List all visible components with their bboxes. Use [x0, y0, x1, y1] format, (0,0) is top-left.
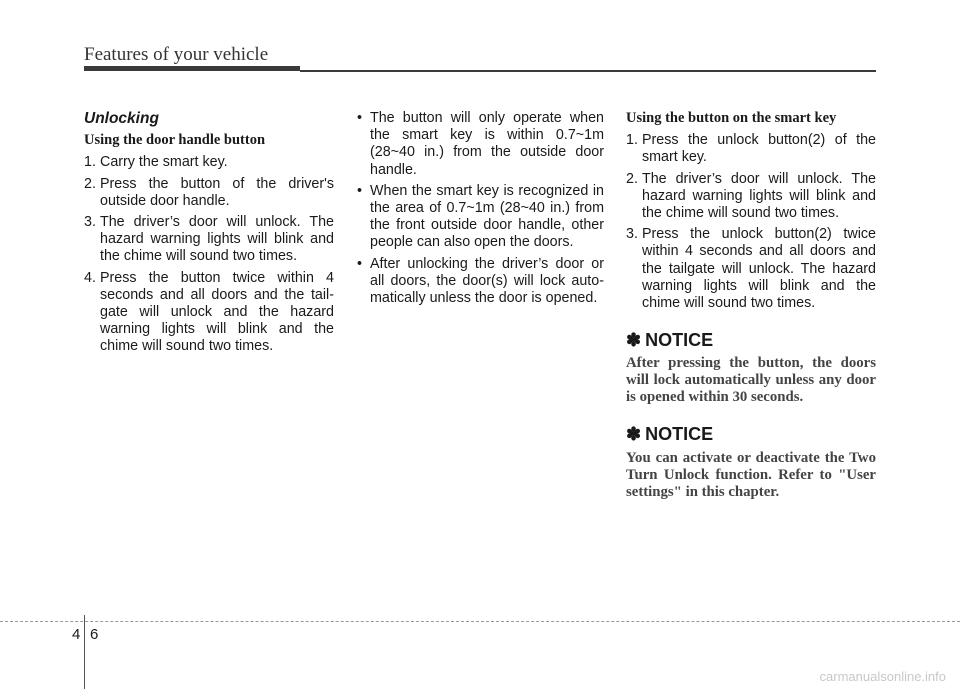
bullet-list — [354, 110, 604, 307]
list-item — [354, 256, 604, 308]
watermark: carmanualsonline.info — [819, 669, 946, 684]
bullet-icon: • — [357, 110, 363, 126]
step-number: 1. — [626, 132, 638, 149]
notice-text: After pressing the button, the doors will lock automatically unless any door is opened within 30 seconds. — [626, 355, 876, 406]
step-text: Press the unlock button(2) twice within 4 seconds and all doors and the tailgate will unlock. The hazard warning lights will blink and the chime will sound two times. — [642, 226, 876, 312]
section-heading-unlocking: Unlocking — [84, 110, 159, 127]
step-text: The driver’s door will unlock. The hazard warning lights will blink and the chime will sound two times. — [642, 170, 876, 222]
bullet-text: When the smart key is recognized in the area of 0.7~1m (28~40 in.) from the front outside door handle, other people can also open the doors. — [370, 182, 604, 251]
list-item — [354, 183, 604, 252]
list-item — [84, 270, 334, 356]
footer-dashed-rule — [0, 621, 960, 622]
step-text: Press the unlock button(2) of the smart key. — [642, 132, 876, 166]
step-text: The driver’s door will unlock. The hazard warning lights will blink and the chime will sound two times. — [100, 214, 334, 265]
steps-list-door-handle — [84, 154, 334, 355]
header-rule-thin — [300, 70, 876, 72]
subheading-smart-key-button: Using the button on the smart key — [626, 110, 837, 126]
bullet-icon: • — [357, 255, 363, 272]
steps-list-smart-key — [626, 132, 876, 312]
step-text: Press the button twice within 4 seconds and all doors and the tail-gate will unlock and the hazard warning lights will blink and the chime will sound two times. — [100, 269, 334, 355]
step-text: Carry the smart key. — [100, 154, 228, 171]
step-number: 3. — [84, 214, 96, 231]
bullet-text: The button will only operate when the smart key is within 0.7~1m (28~40 in.) from the outside door handle. — [370, 110, 604, 178]
list-item — [84, 154, 334, 171]
step-number: 3. — [626, 226, 638, 243]
notice-star-icon: ✽ — [626, 424, 642, 445]
step-number: 4. — [84, 269, 96, 286]
step-text: Press the button of the driver's outside door handle. — [100, 175, 334, 209]
notice-title — [626, 332, 876, 349]
step-number: 2. — [626, 170, 638, 187]
chapter-number: 4 — [72, 626, 81, 643]
list-item — [626, 171, 876, 223]
step-number: 1. — [84, 154, 96, 171]
list-item — [84, 176, 334, 210]
list-item — [626, 132, 876, 166]
list-item — [84, 214, 334, 266]
notice-text: You can activate or deactivate the Two Turn Unlock function. Refer to "User settings" in this chapter. — [626, 449, 876, 500]
notice-label: NOTICE — [645, 424, 714, 445]
subheading-door-handle-button: Using the door handle button — [84, 132, 266, 149]
list-item — [626, 226, 876, 312]
notice-title — [626, 426, 876, 443]
list-item — [354, 110, 604, 179]
column-middle — [354, 110, 604, 311]
column-left — [84, 110, 334, 360]
page-header-title: Features of your vehicle — [84, 44, 269, 65]
bullet-icon: • — [357, 182, 363, 199]
bullet-text: After unlocking the driver’s door or all doors, the door(s) will lock auto-matically unless the door is opened. — [370, 255, 604, 307]
notice-label: NOTICE — [645, 330, 714, 351]
column-right — [626, 110, 876, 501]
notice-star-icon: ✽ — [626, 330, 642, 351]
footer-divider — [84, 615, 85, 689]
page-number: 6 — [90, 626, 99, 643]
header-rule-thick — [84, 66, 300, 71]
step-number: 2. — [84, 175, 96, 192]
